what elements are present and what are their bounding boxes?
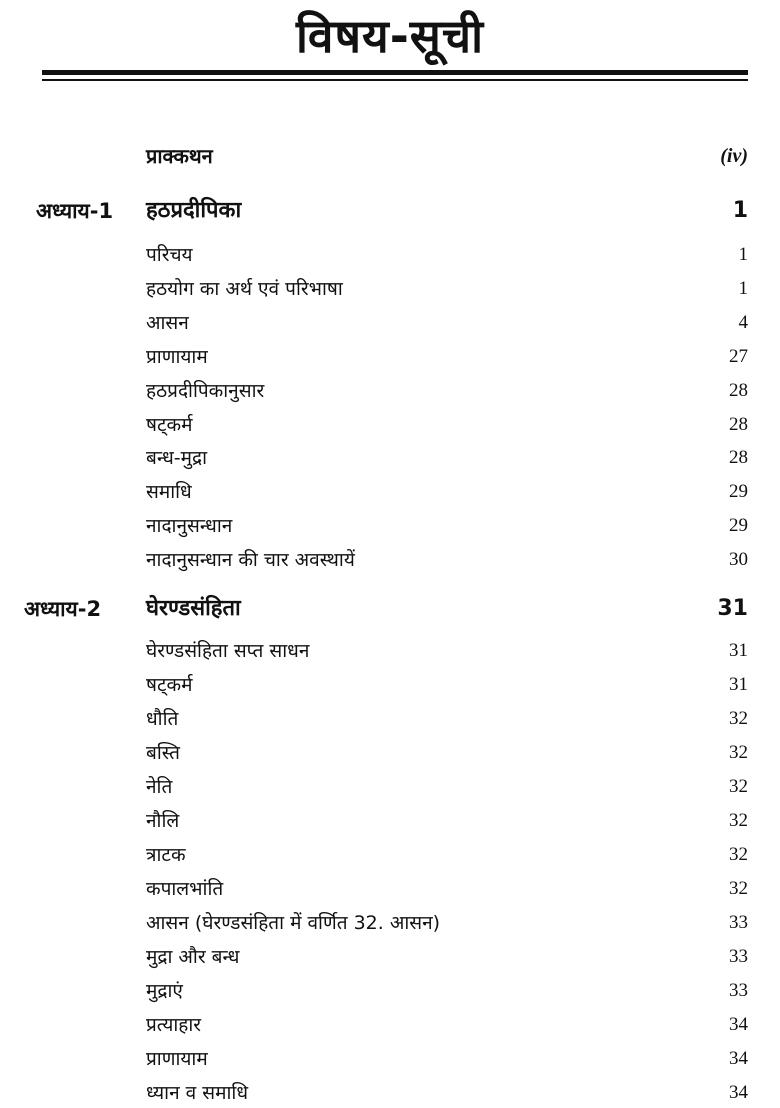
toc-entry-row: [0, 443, 780, 473]
chapter-page-number: 1: [732, 198, 748, 223]
entry-page-number: 33: [729, 912, 748, 933]
toc-entry-row: [0, 704, 780, 734]
entry-label: घेरण्डसंहिता सप्त साधन: [146, 640, 310, 662]
entry-page-number: 28: [729, 414, 748, 435]
entry-page-number: 32: [729, 708, 748, 729]
entry-label: षट्कर्म: [146, 674, 193, 696]
entry-label: आसन (घेरण्डसंहिता में वर्णित 32. आसन): [146, 912, 441, 934]
entry-label: हठप्रदीपिकानुसार: [146, 380, 265, 402]
toc-entry-row: [0, 772, 780, 802]
toc-entry-row: [0, 738, 780, 768]
entry-label: नादानुसन्धान की चार अवस्थायें: [146, 549, 355, 571]
toc-entry-row: [0, 1078, 780, 1108]
toc-entry-row: [0, 1044, 780, 1074]
toc-entry-row: [0, 274, 780, 304]
chapter-number: अध्याय-2: [24, 597, 102, 621]
entry-label: त्राटक: [146, 844, 186, 866]
entry-page-number: 31: [729, 640, 748, 661]
entry-page-number: 34: [729, 1082, 748, 1103]
entry-page-number: 32: [729, 878, 748, 899]
entry-label: नौलि: [146, 810, 180, 832]
entry-label: बन्ध-मुद्रा: [146, 447, 208, 469]
toc-entry-row: [0, 840, 780, 870]
entry-label: समाधि: [146, 481, 192, 503]
entry-label: प्रत्याहार: [146, 1014, 202, 1036]
toc-entry-row: [0, 1010, 780, 1040]
toc-entry-row: [0, 342, 780, 372]
toc-entry-row: [0, 545, 780, 575]
entry-page-number: 30: [729, 549, 748, 570]
entry-page-number: 34: [729, 1048, 748, 1069]
entry-label: षट्कर्म: [146, 414, 193, 436]
entry-label: मुद्रा और बन्ध: [146, 946, 240, 968]
entry-page-number: 28: [729, 447, 748, 468]
chapter-title: घेरण्डसंहिता: [146, 596, 241, 621]
chapter-number: अध्याय-1: [36, 199, 114, 223]
entry-page-number: 29: [729, 515, 748, 536]
toc-entry-row: [0, 942, 780, 972]
entry-page-number: 27: [729, 346, 748, 367]
toc-preface-row: [0, 141, 780, 171]
entry-page-number: 32: [729, 810, 748, 831]
toc-entry-row: [0, 670, 780, 700]
entry-label: कपालभांति: [146, 878, 224, 900]
toc-entry-row: [0, 806, 780, 836]
entry-label: प्राणायाम: [146, 1048, 208, 1070]
entry-page-number: 4: [738, 312, 748, 333]
toc-chapter-row: [0, 196, 780, 226]
entry-label: नेति: [146, 776, 173, 798]
entry-label: प्राणायाम: [146, 346, 208, 368]
entry-page-number: 1: [738, 244, 748, 265]
entry-page-number: 32: [729, 844, 748, 865]
toc-entry-row: [0, 908, 780, 938]
entry-label: परिचय: [146, 244, 193, 266]
entry-page-number: 1: [738, 278, 748, 299]
toc-entry-row: [0, 308, 780, 338]
entry-page-number: 28: [729, 380, 748, 401]
toc-entry-row: [0, 376, 780, 406]
toc-entry-row: [0, 976, 780, 1006]
toc-chapter-row: [0, 594, 780, 624]
toc-entry-row: [0, 477, 780, 507]
toc-entry-row: [0, 511, 780, 541]
entry-label: नादानुसन्धान: [146, 515, 233, 537]
toc-entry-row: [0, 874, 780, 904]
toc-entry-row: [0, 636, 780, 666]
entry-page-number: 31: [729, 674, 748, 695]
entry-label: बस्ति: [146, 742, 180, 764]
entry-label: ध्यान व समाधि: [146, 1082, 249, 1104]
entry-label: हठयोग का अर्थ एवं परिभाषा: [146, 278, 343, 300]
entry-label: मुद्राएं: [146, 980, 183, 1002]
page-title: विषय-सूची: [295, 9, 485, 63]
preface-label: प्राक्कथन: [146, 144, 213, 168]
entry-page-number: 33: [729, 946, 748, 967]
entry-page-number: 33: [729, 980, 748, 1001]
toc-entry-row: [0, 240, 780, 270]
entry-page-number: 32: [729, 742, 748, 763]
preface-page-number: (iv): [720, 145, 748, 167]
chapter-page-number: 31: [717, 596, 748, 621]
entry-page-number: 34: [729, 1014, 748, 1035]
entry-page-number: 29: [729, 481, 748, 502]
entry-page-number: 32: [729, 776, 748, 797]
entry-label: धौति: [146, 708, 179, 730]
chapter-title: हठप्रदीपिका: [146, 198, 242, 223]
entry-label: आसन: [146, 312, 189, 334]
toc-entry-row: [0, 410, 780, 440]
